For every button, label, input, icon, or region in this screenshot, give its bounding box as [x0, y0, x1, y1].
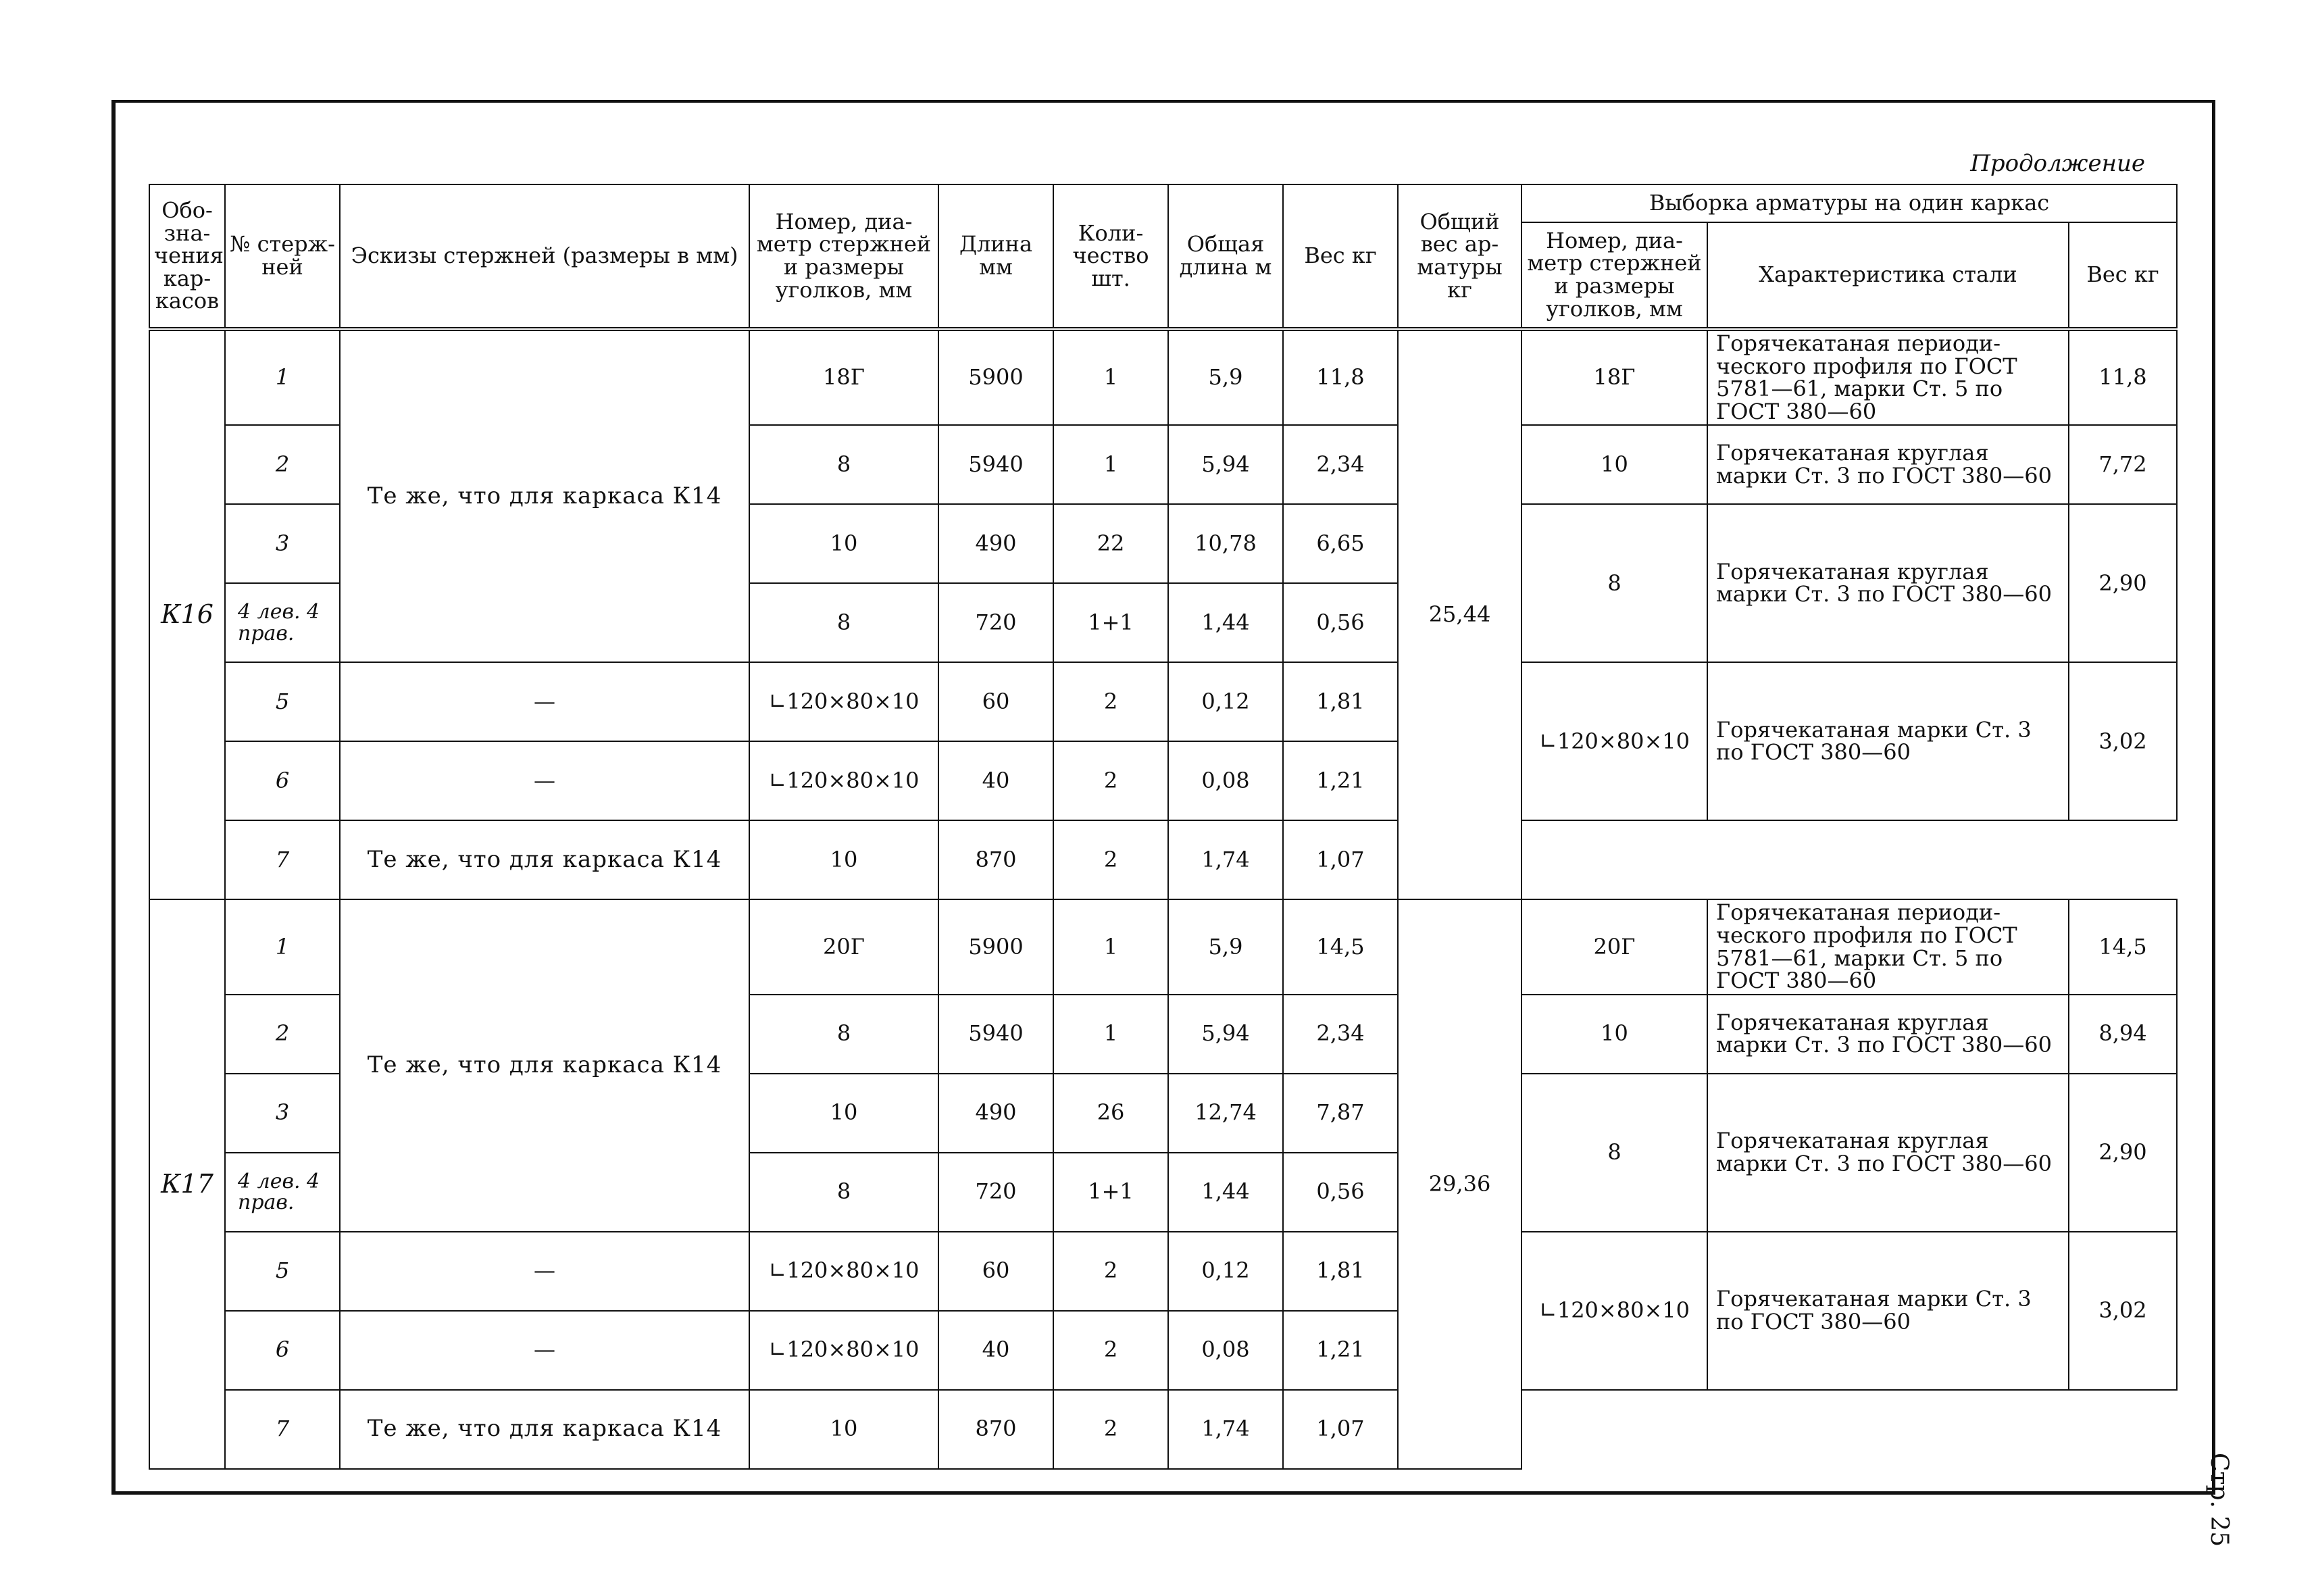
rod-number: 7	[225, 1390, 340, 1469]
rod-size: 18Г	[749, 329, 938, 425]
sketch-dash: —	[340, 1311, 749, 1390]
rod-size: 10	[749, 820, 938, 899]
rod-qty: 2	[1053, 1390, 1168, 1469]
rod-weight: 1,21	[1283, 741, 1398, 820]
rod-qty: 1+1	[1053, 1153, 1168, 1232]
rod-weight: 1,81	[1283, 662, 1398, 741]
sketch-dash: —	[340, 741, 749, 820]
rod-length: 720	[938, 1153, 1053, 1232]
selection-empty	[1521, 1390, 2177, 1469]
rod-total-length: 0,08	[1168, 1311, 1283, 1390]
header-number-diam: Номер, диа-метр стержней и размеры уголков, мм	[749, 184, 938, 329]
selection-size: ∟120×80×10	[1521, 1232, 1707, 1390]
rod-qty: 2	[1053, 1311, 1168, 1390]
rod-weight: 2,34	[1283, 995, 1398, 1074]
rod-length: 60	[938, 1232, 1053, 1311]
page-number: Стр. 25	[2205, 1453, 2233, 1547]
rod-weight: 1,21	[1283, 1311, 1398, 1390]
header-sketches: Эскизы стержней (размеры в мм)	[340, 184, 749, 329]
header-designation: Обо-зна-чения кар-касов	[149, 184, 225, 329]
reinforcement-table	[149, 184, 2178, 1470]
selection-steel: Горячекатаная марки Ст. 3 по ГОСТ 380—60	[1707, 1232, 2069, 1390]
rod-size: 8	[749, 425, 938, 504]
selection-weight: 11,8	[2069, 329, 2177, 425]
sketch-dash: —	[340, 1232, 749, 1311]
rod-number: 5	[225, 1232, 340, 1311]
rod-length: 5900	[938, 329, 1053, 425]
rod-weight: 2,34	[1283, 425, 1398, 504]
selection-size: 8	[1521, 1074, 1707, 1232]
rod-total-length: 0,08	[1168, 741, 1283, 820]
rod-total-length: 12,74	[1168, 1074, 1283, 1153]
rod-size: ∟120×80×10	[749, 1232, 938, 1311]
header-length: Длина мм	[938, 184, 1053, 329]
rod-size: ∟120×80×10	[749, 741, 938, 820]
rod-weight: 6,65	[1283, 504, 1398, 583]
rod-weight: 0,56	[1283, 583, 1398, 662]
rod-total-length: 1,44	[1168, 583, 1283, 662]
rod-number: 4 лев. 4 прав.	[225, 583, 340, 662]
selection-empty	[1521, 820, 2177, 899]
rod-weight: 14,5	[1283, 899, 1398, 994]
selection-steel: Горячекатаная марки Ст. 3 по ГОСТ 380—60	[1707, 662, 2069, 820]
rod-total-length: 1,74	[1168, 820, 1283, 899]
rod-length: 490	[938, 504, 1053, 583]
sketch-same-as: Те же, что для каркаса К14	[340, 329, 749, 662]
header-total-weight: Общий вес ар-матуры кг	[1398, 184, 1521, 329]
rod-length: 40	[938, 741, 1053, 820]
frame-mark: К17	[149, 899, 225, 1468]
selection-steel: Горячекатаная периоди-ческого профиля по ГОСТ 5781—61, марки Ст. 5 по ГОСТ 380—60	[1707, 329, 2069, 425]
rod-number: 7	[225, 820, 340, 899]
header-total-length: Общая длина м	[1168, 184, 1283, 329]
selection-steel: Горячекатаная круглая марки Ст. 3 по ГОСТ 380—60	[1707, 425, 2069, 504]
header-sel-number: Номер, диа-метр стержней и размеры уголков, мм	[1521, 222, 1707, 329]
rod-qty: 2	[1053, 820, 1168, 899]
rod-total-length: 5,94	[1168, 995, 1283, 1074]
frame-mark: К16	[149, 329, 225, 899]
rod-length: 60	[938, 662, 1053, 741]
rod-weight: 1,07	[1283, 1390, 1398, 1469]
continuation-label: Продолжение	[1970, 150, 2145, 177]
selection-size: 20Г	[1521, 899, 1707, 994]
selection-weight: 3,02	[2069, 1232, 2177, 1390]
header-sel-steel: Характеристика стали	[1707, 222, 2069, 329]
selection-steel: Горячекатаная периоди-ческого профиля по ГОСТ 5781—61, марки Ст. 5 по ГОСТ 380—60	[1707, 899, 2069, 994]
selection-weight: 3,02	[2069, 662, 2177, 820]
rod-size: 8	[749, 995, 938, 1074]
rod-total-length: 0,12	[1168, 1232, 1283, 1311]
rod-size: 8	[749, 583, 938, 662]
rod-size: 20Г	[749, 899, 938, 994]
header-rod-no: № стерж-ней	[225, 184, 340, 329]
header-qty: Коли-чество шт.	[1053, 184, 1168, 329]
rod-weight: 1,81	[1283, 1232, 1398, 1311]
rod-number: 6	[225, 741, 340, 820]
rod-length: 5940	[938, 995, 1053, 1074]
rod-weight: 7,87	[1283, 1074, 1398, 1153]
rod-number: 4 лев. 4 прав.	[225, 1153, 340, 1232]
table-row	[149, 899, 2177, 994]
selection-size: 10	[1521, 995, 1707, 1074]
selection-weight: 2,90	[2069, 504, 2177, 662]
rod-number: 3	[225, 1074, 340, 1153]
selection-weight: 14,5	[2069, 899, 2177, 994]
selection-steel: Горячекатаная круглая марки Ст. 3 по ГОСТ 380—60	[1707, 504, 2069, 662]
rod-length: 720	[938, 583, 1053, 662]
rod-size: 8	[749, 1153, 938, 1232]
selection-steel: Горячекатаная круглая марки Ст. 3 по ГОСТ 380—60	[1707, 995, 2069, 1074]
table-row	[149, 1232, 2177, 1311]
rod-qty: 1	[1053, 899, 1168, 994]
table-row	[149, 662, 2177, 741]
rod-size: ∟120×80×10	[749, 662, 938, 741]
sketch-same-as: Те же, что для каркаса К14	[340, 1390, 749, 1469]
rod-size: ∟120×80×10	[749, 1311, 938, 1390]
selection-size: ∟120×80×10	[1521, 662, 1707, 820]
rod-length: 870	[938, 1390, 1053, 1469]
rod-qty: 1	[1053, 329, 1168, 425]
rod-total-length: 0,12	[1168, 662, 1283, 741]
selection-weight: 7,72	[2069, 425, 2177, 504]
rod-qty: 26	[1053, 1074, 1168, 1153]
rod-length: 870	[938, 820, 1053, 899]
selection-weight: 8,94	[2069, 995, 2177, 1074]
rod-length: 490	[938, 1074, 1053, 1153]
rod-total-length: 10,78	[1168, 504, 1283, 583]
sketch-same-as: Те же, что для каркаса К14	[340, 820, 749, 899]
rod-length: 5940	[938, 425, 1053, 504]
table-row	[149, 820, 2177, 899]
rod-number: 5	[225, 662, 340, 741]
rod-number: 2	[225, 425, 340, 504]
header-weight: Вес кг	[1283, 184, 1398, 329]
rod-weight: 0,56	[1283, 1153, 1398, 1232]
rod-number: 3	[225, 504, 340, 583]
rod-length: 40	[938, 1311, 1053, 1390]
header-sel-weight: Вес кг	[2069, 222, 2177, 329]
rod-qty: 2	[1053, 662, 1168, 741]
rod-size: 10	[749, 1390, 938, 1469]
rod-total-length: 5,9	[1168, 329, 1283, 425]
rod-weight: 1,07	[1283, 820, 1398, 899]
table-row	[149, 1390, 2177, 1469]
selection-size: 8	[1521, 504, 1707, 662]
rod-number: 1	[225, 899, 340, 994]
selection-size: 18Г	[1521, 329, 1707, 425]
rod-qty: 1	[1053, 995, 1168, 1074]
rod-size: 10	[749, 1074, 938, 1153]
selection-weight: 2,90	[2069, 1074, 2177, 1232]
sketch-dash: —	[340, 662, 749, 741]
table-row	[149, 329, 2177, 425]
rod-number: 2	[225, 995, 340, 1074]
rod-length: 5900	[938, 899, 1053, 994]
rod-total-length: 5,9	[1168, 899, 1283, 994]
rod-total-length: 1,44	[1168, 1153, 1283, 1232]
frame-total-weight: 25,44	[1398, 329, 1521, 899]
selection-steel: Горячекатаная круглая марки Ст. 3 по ГОСТ 380—60	[1707, 1074, 2069, 1232]
rod-number: 1	[225, 329, 340, 425]
rod-qty: 22	[1053, 504, 1168, 583]
rod-number: 6	[225, 1311, 340, 1390]
rod-qty: 1+1	[1053, 583, 1168, 662]
rod-qty: 1	[1053, 425, 1168, 504]
selection-size: 10	[1521, 425, 1707, 504]
header-selection: Выборка арматуры на один каркас	[1521, 184, 2177, 222]
rod-qty: 2	[1053, 1232, 1168, 1311]
rod-total-length: 1,74	[1168, 1390, 1283, 1469]
rod-size: 10	[749, 504, 938, 583]
rod-qty: 2	[1053, 741, 1168, 820]
rod-total-length: 5,94	[1168, 425, 1283, 504]
frame-total-weight: 29,36	[1398, 899, 1521, 1468]
rod-weight: 11,8	[1283, 329, 1398, 425]
sketch-same-as: Те же, что для каркаса К14	[340, 899, 749, 1231]
